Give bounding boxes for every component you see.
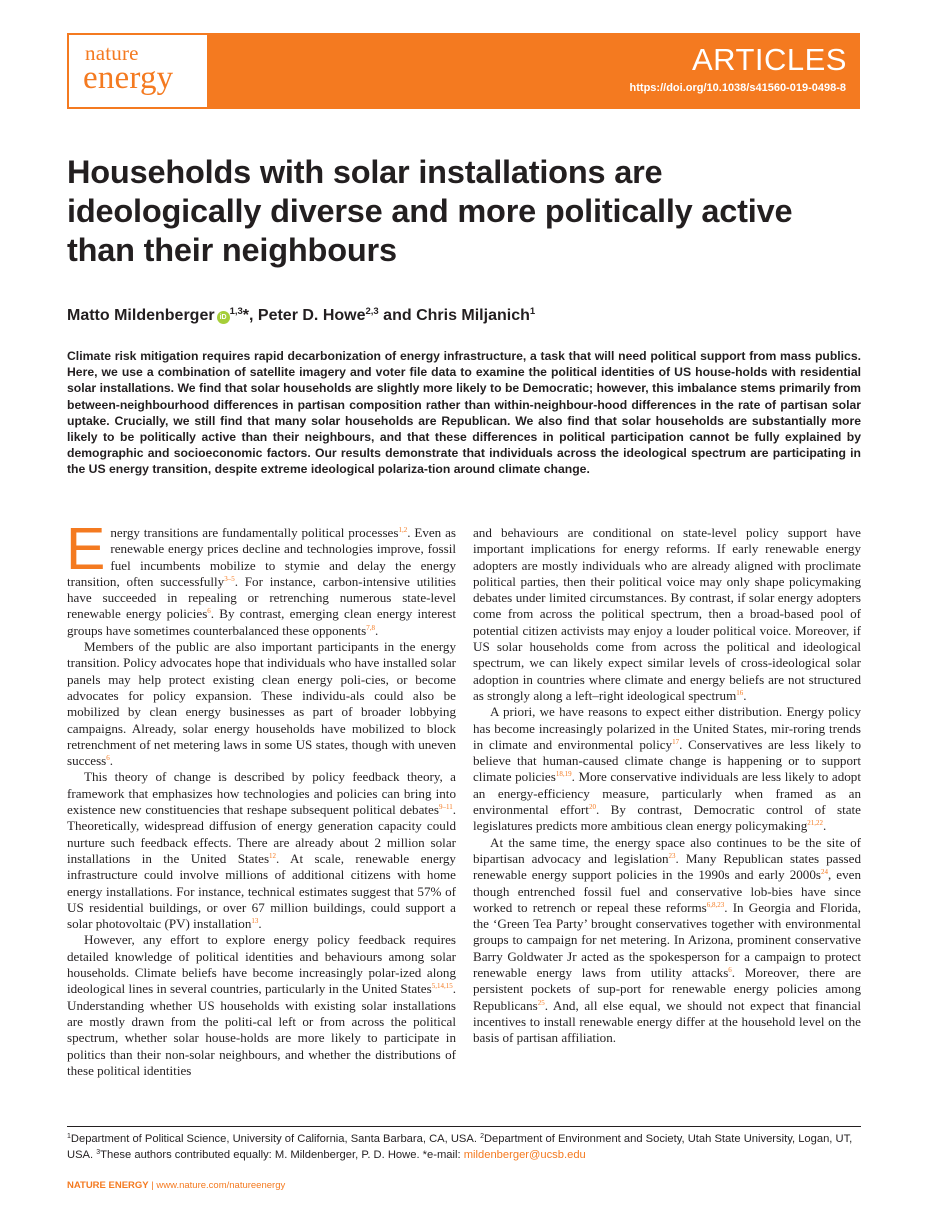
text-run: nergy transitions are fundamentally political processes (110, 525, 399, 540)
author-list (67, 306, 535, 325)
logo-line-energy: energy (83, 60, 174, 96)
text-run: . (258, 916, 262, 932)
doi-link[interactable]: https://doi.org/10.1038/s41560-019-0498-8 (629, 82, 846, 94)
citation[interactable]: 3–5 (224, 574, 235, 583)
citation[interactable]: 21,22 (807, 819, 824, 828)
affiliation-ref: 2,3 (365, 306, 379, 317)
text-run: . (823, 818, 827, 834)
citation[interactable]: 6 (106, 754, 110, 763)
affiliation-text: Department of Environment and Society, Utah State University, Logan, UT, USA. (67, 1133, 853, 1161)
article-title: Households with solar installations are ideologically diverse and more politically active than their neighbours (67, 154, 793, 268)
body-paragraph (473, 835, 861, 1047)
text-run: . Conservatives are less likely to believe that human-caused climate change is happening or to support climate policies (473, 736, 861, 785)
text-run: . (743, 687, 747, 703)
journal-logo[interactable] (69, 35, 207, 107)
citation[interactable]: 7,8 (366, 623, 376, 632)
abstract: Climate risk mitigation requires rapid decarbonization of energy infrastructure, a task that will need political support from mass publics. Here, we use a combination of satellite imagery and voter file data to examine the political identities of US house-holds with residential solar installations. We find that solar households are slightly more likely to be Democratic; however, this imbalance stems primarily from between-neighbourhood differences in partisan composition rather than within-neighbour-hood differences in the rate of partisan solar uptake. Crucially, we still find that many solar households are Republican. We also find that solar households are substantially more likely to be politically active than their neighbours, and that these differences in political participation cannot be fully explained by demographic and socioeconomic factors. Our results demonstrate that individuals across the ideological spectrum are participating in the US energy transition, despite extreme ideological polariza-tion around climate change. (67, 349, 861, 477)
text-run: . By contrast, emerging clean energy interest groups have sometimes counterbalanced these opponents (67, 606, 456, 638)
text-run: . Even as renewable energy prices decline and technologies improve, fossil fuel incumbents mobilize to stymie and delay the energy transition, often successfully (67, 525, 456, 589)
text-run: . Many Republican states passed renewable energy support policies in the 1990s and early 2000s (473, 850, 862, 883)
citation[interactable]: 18,19 (555, 770, 572, 779)
text-run: . At scale, renewable energy infrastructure could involve millions of additional citizens with home energy installations. For instance, technical estimates suggest that 57% of US residential buildings, or over 67 million buildings, could support a solar photovoltaic (PV) installation (67, 850, 456, 932)
drop-cap: E (66, 516, 106, 582)
affiliation-number: 2 (480, 1133, 484, 1140)
citation[interactable]: 24 (821, 868, 828, 877)
text-run: . More conservative individuals are less likely to adopt an energy-efficiency measure, particularly when framed as an environmental effort (473, 769, 861, 818)
body-paragraph (473, 704, 861, 834)
footer-url[interactable]: www.nature.com/natureenergy (156, 1180, 286, 1191)
logo-line-nature: nature (85, 41, 139, 65)
corresponding-mark: * (242, 307, 250, 324)
text-run: This theory of change is described by policy feedback theory, a framework that emphasizes how technologies and policies can bring into existence new constituencies that reshape subsequent political debates (67, 769, 456, 818)
text-run: . For instance, carbon-intensive utilities have succeeded in repealing or retrenching numerous state-level renewable energy policies (67, 573, 456, 622)
author-name[interactable]: Matto Mildenberger (67, 307, 215, 324)
affiliation-number: 3 (96, 1149, 101, 1156)
section-label: ARTICLES (691, 42, 847, 77)
body-paragraph (67, 932, 456, 1079)
email-link[interactable]: mildenberger@ucsb.edu (463, 1149, 586, 1161)
orcid-icon[interactable]: iD (217, 311, 230, 324)
body-paragraph (67, 639, 456, 769)
page-footer (67, 1180, 285, 1191)
text-run: A priori, we have reasons to expect either distribution. Energy policy has become increasingly polarized in the United States, mir-roring trends in climate and environmental policy (473, 704, 861, 752)
author-separator: and (378, 307, 417, 324)
footnote-divider (67, 1126, 861, 1127)
body-paragraph (66, 516, 456, 639)
citation[interactable]: 16 (736, 688, 744, 697)
affiliation-ref: 1,3 (229, 306, 243, 317)
citation[interactable]: 12 (269, 851, 277, 860)
affiliation-ref: 1 (529, 306, 536, 317)
body-paragraph (67, 769, 456, 932)
body-column-left (66, 516, 456, 1079)
citation[interactable]: 5,14,15 (431, 982, 453, 991)
citation[interactable]: 13 (251, 917, 259, 926)
affiliation-text: These authors contributed equally: M. Mildenberger, P. D. Howe. *e-mail: (100, 1149, 464, 1161)
text-run: . Moreover, there are persistent pockets of sup-port for renewable energy policies among Republicans (473, 965, 862, 1013)
body-column-right (473, 525, 861, 1047)
text-run: . In Georgia and Florida, the ‘Green Tea Party’ brought conservatives together with environmental groups to campaign for net metering. In Arizona, prominent conservative Barry Goldwater Jr acted as the spokesperson for a campaign to protect renewable energy laws from utility attacks (473, 899, 861, 981)
text-run: . By contrast, Democratic control of state legislatures predicts more ambitious clean energy policymaking (473, 802, 861, 834)
text-run: and behaviours are conditional on state-level policy support have important implications for energy reforms. If early renewable energy adopters are mostly individuals who are already aligned with proclimate political parties, then their political voice may only shape policymaking debates under limited circumstances. By contrast, if solar energy adopters come from across the political spectrum, then a broad-based pool of potential citizen activists may enjoy a louder political voice. Moreover, if US solar households come from across the political and ideological spectrum, we can likely expect similar levels of cross-ideological solar adoption in countries where climate and energy beliefs are not structured as strongly along a left–right ideological spectrum (473, 525, 861, 703)
citation[interactable]: 6 (728, 966, 732, 975)
footer-journal: NATURE ENERGY (67, 1180, 149, 1191)
citation[interactable]: 6 (207, 607, 211, 616)
citation[interactable]: 1,2 (398, 526, 408, 534)
citation[interactable]: 20 (588, 803, 596, 812)
body-paragraph (473, 525, 861, 704)
affiliations-footnote (67, 1131, 861, 1163)
footer-separator: | (148, 1180, 157, 1191)
affiliation-number: 1 (67, 1133, 71, 1140)
citation[interactable]: 17 (672, 737, 680, 746)
text-run: , even though entrenched fossil fuel and conservative lob-bies have since worked to retrench or repeal these reforms (473, 867, 861, 915)
author-separator: , (249, 307, 258, 324)
text-run: . And, all else equal, we should not expect that financial incentives to install renewable energy differ at the household level on the basis of partisan affiliation. (473, 997, 861, 1046)
text-run: . Theoretically, widespread diffusion of energy generation capacity could nurture such feedback effects. There are already about 2 million solar installations in the United States (67, 802, 456, 866)
text-run: Members of the public are also important participants in the energy transition. Policy advocates hope that individuals who have installed solar panels may help protect existing clean energy poli-cies, or become advocates for policy expansion. These individu-als could also be mobilized by clean energy businesses as part of broader lobbying campaigns. Already, solar energy households have mobilized to block retrenchment of net metering laws in some US states, though with uneven success (67, 639, 456, 769)
text-run: . (109, 753, 114, 769)
citation[interactable]: 25 (537, 998, 545, 1007)
citation[interactable]: 9–11 (438, 803, 453, 812)
author-name[interactable]: Peter D. Howe (257, 307, 366, 324)
citation[interactable]: 6,8,23 (706, 900, 725, 909)
text-run: . (375, 622, 379, 638)
text-run: However, any effort to explore energy policy feedback requires detailed knowledge of political identities and behaviours among solar households. Climate beliefs have become increasingly polar-ized along ideological lines in several countries, particularly in the United States (67, 932, 456, 997)
author-name[interactable]: Chris Miljanich (416, 307, 530, 324)
citation[interactable]: 23 (668, 851, 676, 860)
text-run: At the same time, the energy space also continues to be the site of bipartisan advocacy and legislation (473, 834, 861, 866)
text-run: . Understanding whether US households with existing solar installations are mostly drawn from the politi-cal left or from across the political spectrum, whether solar house-holds are more likely to participate in politics than their non-solar neighbours, and whether the distributions of these political identities (67, 981, 456, 1078)
affiliation-text: Department of Political Science, University of California, Santa Barbara, CA, USA. (70, 1133, 481, 1145)
